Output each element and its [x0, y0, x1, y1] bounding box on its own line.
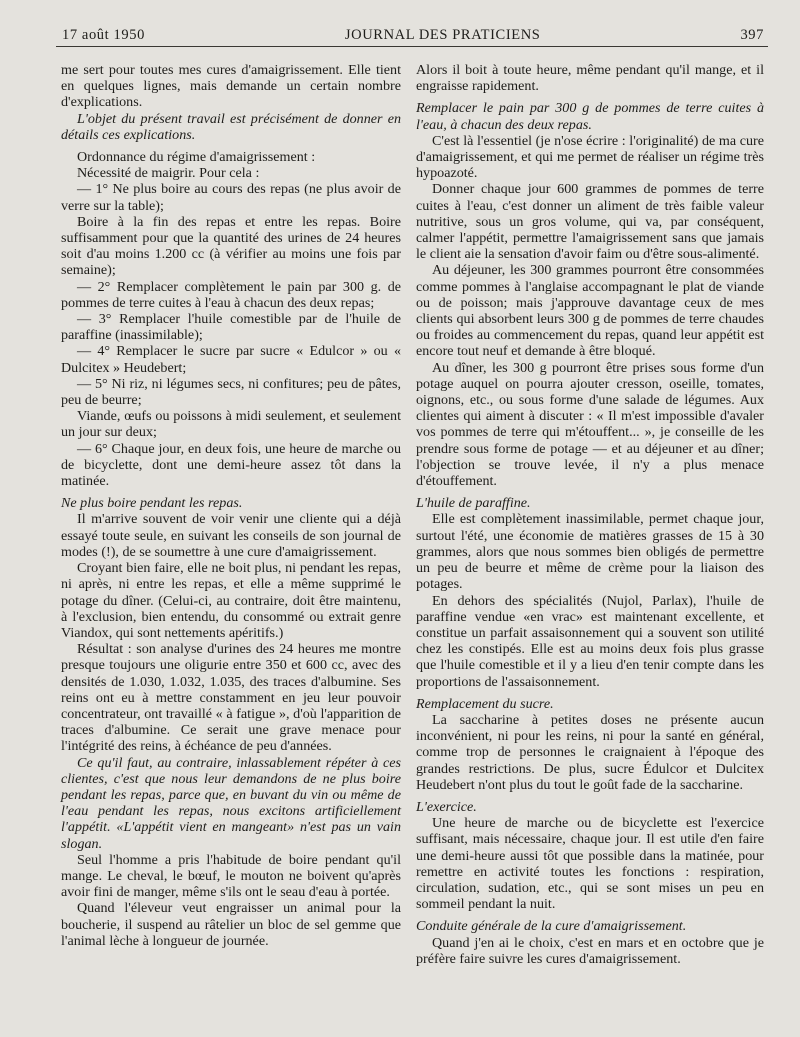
paragraph: Quand l'éleveur veut engraisser un animal pour la boucherie, il suspend au râtelier un bloc de sel gemme que l'animal lèche à longueur de journée.	[61, 900, 401, 949]
header-rule	[56, 46, 768, 47]
paragraph: Une heure de marche ou de bicyclette est l'exercice suffisant, mais nécessaire, chaque jour. Il est utile d'en faire une demi-heure aussi tôt que possible dans la matinée, pour remettre en activité toutes les fonctions : respiration, circulation, sudation, etc., qui se sont mises un peu en sommeil pendant la nuit.	[416, 815, 764, 913]
paragraph: Donner chaque jour 600 grammes de pommes de terre cuites à l'eau, c'est donner un aliment de très faible valeur nutritive, sous un gros volume, qui va, par conséquent, calmer l'appétit, permettre l'amaigrissement sans que jamais le client aie la sensation d'avoir faim ou d'être sous-alimenté.	[416, 181, 764, 263]
paragraph: Au dîner, les 300 g pourront être prises sous forme d'un potage auquel on pourra ajouter cresson, oseille, tomates, oignons, etc., ou sous forme d'une salade de légumes. Aux clientes qui aiment à discuter : « Il m'est impossible d'avaler vos pommes de terre qui m'étouffent... », je conseille de les prendre sous forme de potage — et au déjeuner et au dîner; l'objection se trouve levée, il n'y a plus menace d'étouffement.	[416, 359, 764, 490]
paragraph: — 2° Remplacer complètement le pain par 300 g. de pommes de terre cuites à l'eau à chacun des deux repas;	[61, 278, 401, 311]
paragraph: — 4° Remplacer le sucre par sucre « Edulcor » ou « Dulcitex » Heudebert;	[61, 343, 401, 376]
paragraph: Nécessité de maigrir. Pour cela :	[77, 165, 260, 182]
paragraph: Au déjeuner, les 300 grammes pourront être consommées comme pommes à l'anglaise accompagnant le plat de viande ou de poisson; mais j'approuve davantage ceux de mes clients qui absorbent leurs 300 g de pommes de terre chaudes ou froides au commencement du repas, quand leur appétit est encore tout neuf et demande à être bloqué.	[416, 262, 764, 360]
paragraph: Ordonnance du régime d'amaigrissement :	[77, 149, 316, 166]
running-header	[62, 24, 764, 46]
right-column	[416, 62, 764, 967]
paragraph: En dehors des spécialités (Nujol, Parlax), l'huile de paraffine vendue «en vrac» est maintenant excellente, et constitue un parfait assaisonnement qui a souvent son utilité chez les constipés. Elle est au moins deux fois plus grasse que l'huile comestible et il y a lieu d'en tenir compte dans les proportions de l'assaisonnement.	[416, 592, 764, 690]
paragraph: Boire à la fin des repas et entre les repas. Boire suffisamment pour que la quantité des urines de 24 heures soit d'au moins 1.200 cc (à vérifier au moins une fois par semaine);	[61, 213, 401, 279]
section-heading: L'huile de paraffine.	[416, 495, 531, 512]
paragraph: Elle est complètement inassimilable, permet chaque jour, surtout l'été, une économie de matières grasses de 15 à 30 grammes, alors que nous sommes bien obligés de permettre un peu de beurre et même de crème pour la liaison des potages.	[416, 511, 764, 593]
left-column	[61, 62, 401, 949]
section-heading: Ne plus boire pendant les repas.	[61, 495, 243, 512]
paragraph: me sert pour toutes mes cures d'amaigrissement. Elle tient en quelques lignes, mais demande un certain nombre d'explications.	[61, 62, 401, 111]
section-heading: Conduite générale de la cure d'amaigrissement.	[416, 918, 687, 935]
section-heading: L'exercice.	[416, 798, 477, 815]
paragraph: — 1° Ne plus boire au cours des repas (ne plus avoir de verre sur la table);	[61, 181, 401, 214]
paragraph: Viande, œufs ou poissons à midi seulement, et seulement un jour sur deux;	[61, 408, 401, 441]
page-number: 397	[740, 26, 764, 43]
paragraph: Il m'arrive souvent de voir venir une cliente qui a déjà essayé toute seule, en suivant les conseils de son journal de modes (!), de se soumettre à une cure d'amaigrissement.	[61, 511, 401, 560]
issue-date: 17 août 1950	[62, 26, 145, 43]
paragraph: — 5° Ni riz, ni légumes secs, ni confitures; peu de pâtes, peu de beurre;	[61, 375, 401, 409]
paragraph: Seul l'homme a pris l'habitude de boire pendant qu'il mange. Le cheval, le bœuf, le mouton ne boivent qu'après avoir fini de manger, même s'ils ont le seau d'eau à portée.	[61, 851, 401, 901]
paragraph: C'est là l'essentiel (je n'ose écrire : l'originalité) de ma cure d'amaigrissement, et qui me permet de réaliser un régime très hypoazoté.	[416, 132, 764, 182]
paragraph: — 3° Remplacer l'huile comestible par de l'huile de paraffine (inassimilable);	[61, 311, 401, 344]
paragraph: Alors il boit à toute heure, même pendant qu'il mange, et il engraisse rapidement.	[416, 62, 764, 95]
journal-title: JOURNAL DES PRATICIENS	[344, 26, 541, 43]
paragraph: Résultat : son analyse d'urines des 24 heures me montre presque toujours une oligurie entre 350 et 600 cc, avec des densités de 1.030, 1.032, 1.035, des traces d'albumine. Ses reins ont eu à mettre constamment en jeu leur pouvoir concentrateur, ont travaillé « à fatigue », d'où l'apparition de traces d'albumine. Ce serait une grave menace pour l'intégrité des reins, à échéance de peu d'années.	[61, 641, 401, 755]
paragraph: Quand j'en ai le choix, c'est en mars et en octobre que je préfère faire suivre les cures d'amaigrissement.	[416, 934, 764, 967]
paragraph: La saccharine à petites doses ne présente aucun inconvénient, ni pour les reins, ni pour la santé en général, comme trop de personnes le craignaient à l'époque des grandes restrictions. De plus, sucre Édulcor et Dulcitex Heudebert n'ont plus du tout le goût fade de la saccharine.	[416, 711, 764, 793]
paragraph: L'objet du présent travail est précisément de donner en détails ces explications.	[61, 110, 401, 143]
paragraph: Ce qu'il faut, au contraire, inlassablement répéter à ces clientes, c'est que nous leur demandons de ne plus boire pendant les repas, parce que, en buvant du vin ou même de l'eau pendant les repas, nous excitons artificiellement l'appétit. «L'appétit vient en mangeant» n'est pas un vain slogan.	[61, 754, 401, 852]
paragraph: Croyant bien faire, elle ne boit plus, ni pendant les repas, ni après, ni entre les repas, et elle a même supprimé le potage du dîner. (Celui-ci, au contraire, doit être maintenu, à l'exclusion, bien entendu, du consommé ou extrait genre Viandox, qui sont nettements apéritifs.)	[61, 560, 401, 641]
paragraph: — 6° Chaque jour, en deux fois, une heure de marche ou de bicyclette, dont une demi-heure assez tôt dans la matinée.	[61, 440, 401, 490]
section-heading: Remplacer le pain par 300 g de pommes de terre cuites à l'eau, à chacun des deux repas.	[416, 100, 764, 133]
section-heading: Remplacement du sucre.	[416, 695, 554, 712]
